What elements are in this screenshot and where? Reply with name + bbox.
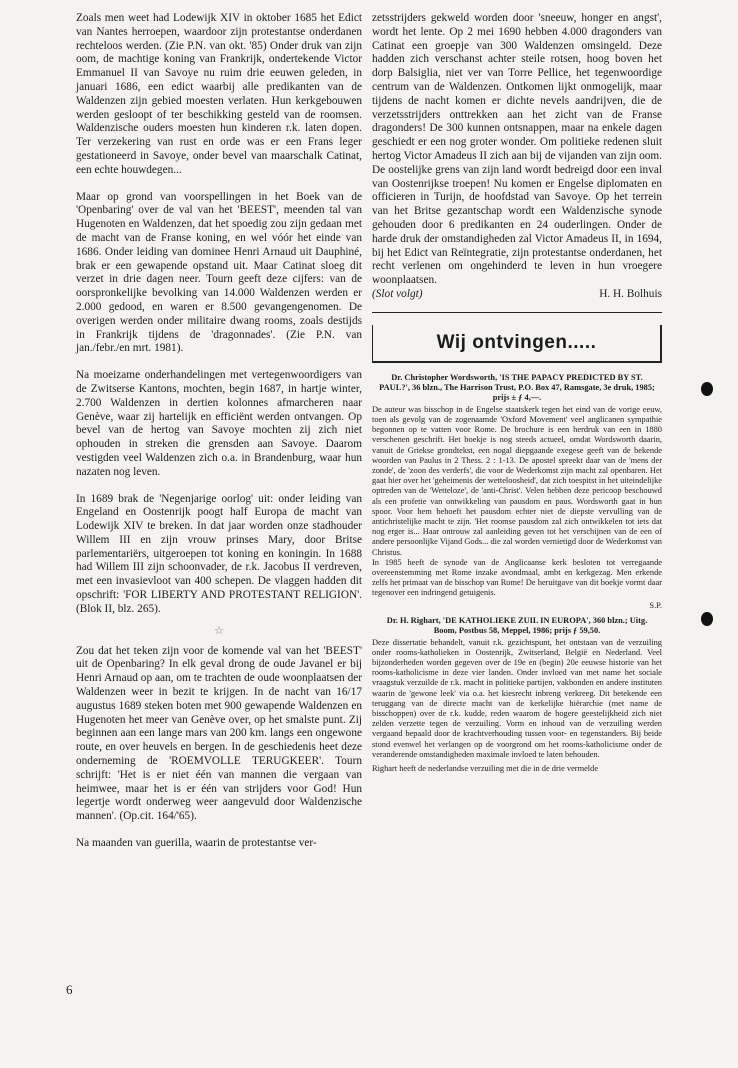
binder-hole-icon — [701, 612, 713, 626]
paragraph: Maar op grond van voorspellingen in het Boek van de 'Openbaring' over de val van het 'BEEST', meenden tal van Hugenoten en Waldenzen, dat het spoedig zou zijn gedaan met de macht van de Franse koning, en wel vóór het einde van 1686. Onder leiding van dominee Henri Arnaud uit Dauphiné, brak er een gewapende opstand uit. Maar Catinat sloeg dit verzet in drie dagen neer. Tourn geeft deze cijfers: van de oorspronkelijke bevolking van 14.000 Waldenzen werden er 2.000 gedood, en waren er 8.500 gevangengenomen. De overigen werden onder militaire dwang rooms, zoals destijds in Frankrijk tijdens de 'dragonnades'. (Zie P.N. van jan./febr./en mrt. 1981). — [76, 190, 362, 355]
article-footer — [372, 288, 662, 302]
star-separator-icon: ☆ — [214, 624, 224, 637]
section-header-box — [372, 325, 662, 363]
paragraph: zetsstrijders gekweld worden door 'sneeuw, honger en angst', wordt het lente. Op 2 mei 1690 hebben 4.000 dragonders van Catinat een groepje van 300 Waldenzen omsingeld. Deze hadden zich verschanst achter steile rotsen, hoog boven het dorp Balsiglia, niet ver van Torre Pellice, het tegenwoordige centrum van de Waldenzen. Ontkomen lijkt onmogelijk, maar tijdens de nacht komen er dichte nevels aandrijven, die de verzetsstrijders onttrekken aan het zicht van de Franse dragonders! De 300 kunnen ontsnappen, maar na enkele dagen geschiedt er een nog groter wonder. Om politieke redenen sluit hertog Victor Amadeus II zich aan bij de vijanden van zijn oom. De oostelijke grens van zijn land wordt bedreigd door een inval van Oostenrijkse troepen! Nu komen er Engelse diplomaten en officieren in Turijn, de hoofdstad van Savoye. Op het terrein van het Britse gezantschap wordt een Waldenzische synode gehouden door 6 predikanten en 24 ouderlingen. Onder de harde druk der omstandigheden zal Victor Amadeus II, in 1694, bij het Edict van Reïntegratie, zijn protestantse onderdanen, het recht verlenen om ongehinderd te leven in hun vroegere woonplaatsen. — [372, 12, 662, 287]
binder-hole-icon — [701, 382, 713, 396]
slot-volgt: (Slot volgt) — [372, 287, 423, 300]
review-paragraph: In 1985 heeft de synode van de Anglicaanse kerk besloten tot verregaande overeenstemming met Rome inzake avondmaal, ambt en kerkgezag. Men erkende zelfs het primaat van de bisschop van Rome! De heruitgave van dit boekje vormt daar tegenover een indringend getuigenis. — [372, 557, 662, 598]
author: H. H. Bolhuis — [599, 287, 662, 300]
divider — [372, 312, 662, 313]
review-signature: S.P. — [649, 600, 662, 610]
continued-line: Righart heeft de nederlandse verzuiling met die in de drie vermelde — [372, 764, 599, 774]
paragraph: Zou dat het teken zijn voor de komende val van het 'BEEST' uit de Openbaring? In elk geval drong de oude Javanel er bij Henri Arnaud op aan, om te trachten de oude woonplaatsen der Waldenzen weer in bezit te krijgen. In de nacht van 16/17 augustus 1689 steken boten met 900 gewapende Waldenzen en Hugenoten het meer van Genève over, op het smalste punt. Zij beginnen aan een lange mars van 200 km. langs een ongewone route, en over heuvels en bergen. In de geschiedenis heet deze onderneming de 'ROEMVOLLE TERUGKEER'. Tourn schrijft: 'Het is er niet één van mannen die vergaan van heimwee, maar het is er één van strijders voor God! Hun legertje wordt onderweg weer aangevuld door Waldenzische mannen'. (Op.cit. 164/'65). — [76, 644, 362, 823]
section-title: Wij ontvingen..... — [436, 331, 597, 353]
paragraph: Na moeizame onderhandelingen met vertegenwoordigers van de Zwitserse Kantons, mochten, begin 1687, in hartje winter, 2.700 Waldenzen in dertien kolonnes afmarcheren naar Genève, waar zij hartelijk en efficiënt werden ontvangen. Op bevel van de hertog van Savoye mochten zij zich niet ophouden in streken die grensden aan Savoye. Daarom vestigden veel Waldenzen zich o.a. in Brandenburg, waar hun nazaten nog leven. — [76, 369, 362, 478]
left-column — [76, 12, 362, 864]
paragraph: Zoals men weet had Lodewijk XIV in oktober 1685 het Edict van Nantes herroepen, waardoor zijn protestantse onderdanen rechteloos werden. (Zie P.N. van okt. '85) Onder druk van zijn oom, de machtige koning van Frankrijk, ondertekende Victor Emmanuel II van Savoye nu ruim drie eeuwen geleden, in januari 1686, een edict waarbij alle predikanten van de Waldenzen zijn gebied moesten verlaten. Hun kerkgebouwen werden gesloopt of ter beschikking gesteld van de roomsen. Waldenzische ouders moesten hun kinderen r.k. laten dopen. Ter verzekering van rust en orde was er een Frans leger gestationeerd in Savoye, onder bevel van maarschalk Catinat, een echte houwdegen... — [76, 12, 362, 176]
paragraph: Na maanden van guerilla, waarin de protestantse ver- — [76, 837, 317, 850]
review-paragraph: De auteur was bisschop in de Engelse staatskerk tegen het eind van de vorige eeuw, toen als gevolg van de zogenaamde 'Oxford Movement' veel anglicanen sympathie begonnen op te vatten voor Rome. De brochure is een herdruk van een in 1880 verschenen geschrift. Het boekje is nog steeds actueel, omdat Wordsworth daarin, vanuit de Griekse grondtekst, een nogal diepgaande exegese geeft van de bekende woorden van Paulus in 2 Thess. 2 : 1-13. De apostel spreekt daar van de 'mens der zonde', de 'zoon des verderfs', die voor de Wederkomst zijn macht zal openbaren. Het gaat hier over het 'geheimenis der wetteloosheid', dat zich toespitst in het uiteindelijke optreden van de 'Wetteloze', de 'anti-Christ'. Velen hebben deze pericoop beschouwd als een profetie van ontwikkeling van pausdom en paus. Wordsworth gaat in hun spoor. Voor hem behoeft het pausdom echter niet de diepste vervulling van de antichristelijke macht te zijn. 'Het roomse pausdom zal zich ontwikkelen tot iets dat nog erger is... Haar ontrouw zal aanleiding geven tot het verschijnen van de een of andere persoonlijke Vijand Gods... die zal worden vernietigd door de Wederkomst van Christus. — [372, 404, 662, 557]
review-header: Dr. Christopher Wordsworth, 'IS THE PAPACY PREDICTED BY ST. PAUL?', 36 blzn., The Harrison Trust, P.O. Box 47, Ramsgate, 3e druk, 1985; prijs ± ƒ 4,—. — [379, 372, 655, 402]
review-paragraph: Deze dissertatie behandelt, vanuit r.k. gezichtspunt, het ontstaan van de verzuiling onder rooms-katholieken in Oostenrijk, Zwitserland, België en Nederland. Veel bijzonderheden worden gegeven over de 19e en (begin) 20e eeuwse historie van het rooms-katholicisme in deze vier landen. Onder invloed van met name het sociale vraagstuk verzuilde de r.k. macht in politieke partijen, vakbonden en andere instituten waarin de 'gewone leek' via o.a. het kiesrecht inbreng verkreeg. Dit betekende een teruggang van de directe macht van de kerkelijke hiërarchie (met name de bisschoppen) over de r.k. kudde, reden waarom de hogere geestelijkheid zich niet zelden verzette tegen de verzuiling. Vorm en inhoud van de verzuiling werden vergaand bepaald door de krachtverhouding tussen voor- en tegenstanders. Bij beide stond evenwel het verlangen op de voorgrond om het rooms-katholicisme onder de veranderende omstandigheden maximale invloed te laten behouden. — [372, 637, 662, 759]
paragraph: In 1689 brak de 'Negenjarige oorlog' uit: onder leiding van Engeland en Oostenrijk poogt half Europa de macht van Lodewijk XIV te breken. In dat jaar worden onze stadhouder Willem III en zijn vrouw prinses Mary, door Britse parlementariërs, uitgeroepen tot koning en koningin. In 1688 had Willem III zijn schoonvader, de r.k. Jacobus II verdreven, met een invasievloot van 400 schepen. De vlaggen hadden dit opschrift: 'FOR LIBERTY AND PROTESTANT RELIGION'. (Blok II, blz. 265). — [76, 492, 362, 615]
review — [372, 616, 662, 760]
right-column — [372, 12, 662, 774]
page-number: 6 — [66, 982, 73, 997]
review — [372, 373, 662, 610]
review-header: Dr. H. Righart, 'DE KATHOLIEKE ZUIL IN EUROPA', 360 blzn.; Uitg. Boom, Postbus 58, Meppel, 1986; prijs ƒ 59,50. — [386, 615, 648, 635]
